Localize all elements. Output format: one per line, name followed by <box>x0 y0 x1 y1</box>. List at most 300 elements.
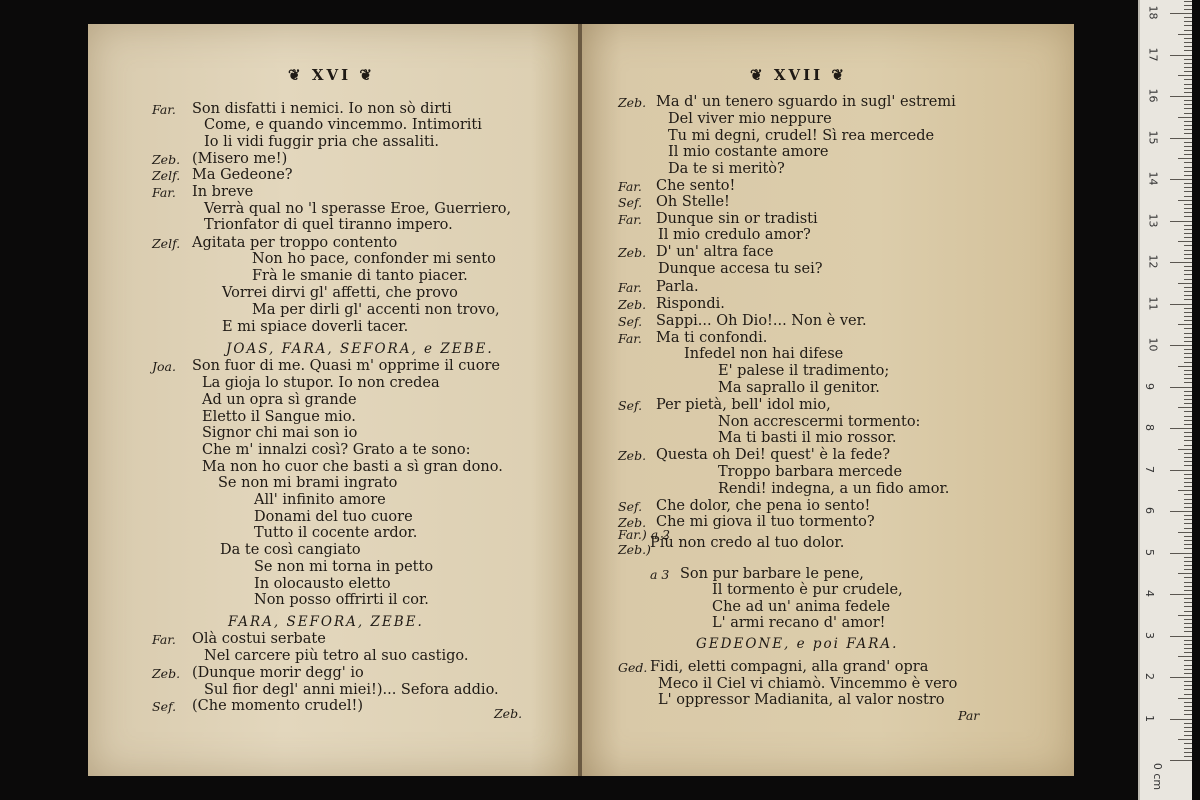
ruler-tick <box>1184 494 1192 495</box>
ruler-tick <box>1184 743 1192 744</box>
speaker-label: Sef. <box>618 499 643 514</box>
ruler-tick <box>1184 395 1192 396</box>
speaker-label: Joa. <box>152 359 176 374</box>
ruler-tick <box>1184 694 1192 695</box>
ruler-tick <box>1184 503 1192 504</box>
ruler-tick <box>1184 266 1192 267</box>
ruler-tick <box>1184 38 1192 39</box>
ruler-number: 5 <box>1143 548 1156 556</box>
ruler-tick <box>1184 465 1192 466</box>
ruler-tick <box>1184 295 1192 296</box>
verse-line: Signor chi mai son io <box>202 425 358 441</box>
verse-line: Dunque sin or tradisti <box>656 211 818 227</box>
ruler-tick <box>1184 486 1192 487</box>
ruler-tick <box>1184 21 1192 22</box>
ruler-tick <box>1184 702 1192 703</box>
ruler-tick <box>1184 598 1192 599</box>
speaker-label: Sef. <box>618 314 643 329</box>
ruler-tick <box>1170 677 1192 678</box>
verse-line: Per pietà, bell' idol mio, <box>656 397 831 413</box>
verse-line: (Misero me!) <box>192 151 288 167</box>
speaker-label: Zeb. <box>618 448 647 463</box>
verse-line: Da te così cangiato <box>220 542 361 558</box>
speaker-label: Zeb. <box>618 297 647 312</box>
ornament-icon: ❦ <box>359 66 375 84</box>
ruler-tick <box>1184 660 1192 661</box>
verse-line: D' un' altra face <box>656 244 774 260</box>
ruler-tick <box>1184 710 1192 711</box>
ruler-tick <box>1184 162 1192 163</box>
verse-line: Donami del tuo cuore <box>254 509 413 525</box>
ruler-tick <box>1184 411 1192 412</box>
verse-line: Che sento! <box>656 178 736 194</box>
verse-line: Ma ti basti il mio rossor. <box>718 430 897 446</box>
ruler-tick <box>1170 262 1192 263</box>
verse-line: L' armi recano d' amor! <box>712 615 886 631</box>
ruler-tick <box>1184 258 1192 259</box>
ruler-tick <box>1184 175 1192 176</box>
ruler-tick <box>1184 536 1192 537</box>
ruler-tick <box>1184 167 1192 168</box>
verse-line: Io li vidi fuggir pria che assaliti. <box>204 134 440 150</box>
verse-line: Troppo barbara mercede <box>718 464 903 480</box>
ruler-tick <box>1184 67 1192 68</box>
ruler-tick <box>1184 50 1192 51</box>
speaker-label: a 3 <box>650 567 670 582</box>
ruler-tick <box>1178 407 1192 408</box>
ruler-number: 7 <box>1143 465 1156 473</box>
verse-line: Olà costui serbate <box>192 631 326 647</box>
ruler-tick <box>1184 577 1192 578</box>
ruler-tick <box>1184 250 1192 251</box>
verse-line: Il tormento è pur crudele, <box>712 582 903 598</box>
ruler-tick <box>1184 129 1192 130</box>
ruler-tick <box>1184 333 1192 334</box>
verse-line: Vorrei dirvi gl' affetti, che provo <box>222 285 458 301</box>
ruler-tick <box>1184 623 1192 624</box>
ruler-number: 4 <box>1143 590 1156 597</box>
ruler-number: 11 <box>1146 296 1160 310</box>
ruler-tick <box>1184 328 1192 329</box>
ruler-unit-label: 0 cm <box>1151 762 1165 791</box>
speaker-label: Zeb.) <box>618 542 651 557</box>
ruler-tick <box>1184 528 1192 529</box>
ruler-tick <box>1184 606 1192 607</box>
ruler-tick <box>1170 387 1192 388</box>
verse-line: (Dunque morir degg' io <box>192 665 364 681</box>
scene-heading: JOAS, FARA, SEFORA, e ZEBE. <box>226 341 494 357</box>
scene-heading: FARA, SEFORA, ZEBE. <box>228 614 424 630</box>
ruler-tick <box>1184 5 1192 6</box>
ruler-tick <box>1178 739 1192 740</box>
ruler-tick <box>1184 121 1192 122</box>
ruler-tick <box>1184 270 1192 271</box>
verse-line: All' infinito amore <box>254 492 386 508</box>
ruler-tick <box>1184 113 1192 114</box>
speaker-label: Zeb. <box>618 95 647 110</box>
speaker-label: Far. <box>618 212 642 227</box>
speaker-label: Far. <box>152 632 176 647</box>
ruler-tick <box>1178 698 1192 699</box>
verse-line: Frà le smanie di tanto piacer. <box>252 268 468 284</box>
ruler-tick <box>1184 440 1192 441</box>
right-page <box>582 24 1074 776</box>
verse-line: Ma per dirli gl' accenti non trovo, <box>252 302 500 318</box>
ruler-tick <box>1170 428 1192 429</box>
ruler-tick <box>1184 30 1192 31</box>
left-page <box>88 24 580 776</box>
ruler-tick <box>1170 719 1192 720</box>
ruler-tick <box>1184 640 1192 641</box>
ornament-icon: ❦ <box>831 66 847 84</box>
ruler-tick <box>1184 291 1192 292</box>
ruler-number: 15 <box>1146 130 1160 144</box>
ruler-tick <box>1170 760 1192 761</box>
ruler-tick <box>1184 279 1192 280</box>
ruler-tick <box>1184 9 1192 10</box>
ruler-tick <box>1184 337 1192 338</box>
ruler-tick <box>1184 420 1192 421</box>
verse-line: Trionfator di quel tiranno impero. <box>204 217 453 233</box>
verse-line: Meco il Ciel vi chiamò. Vincemmo è vero <box>658 676 958 692</box>
ruler-tick <box>1178 34 1192 35</box>
ruler-tick <box>1178 656 1192 657</box>
speaker-label: Zelf. <box>152 168 181 183</box>
verse-line: Questa oh Dei! quest' è la fede? <box>656 447 891 463</box>
ruler-tick <box>1184 274 1192 275</box>
verse-line: E' palese il tradimento; <box>718 363 890 379</box>
verse-line: Ma non ho cuor che basti a sì gran dono. <box>202 459 503 475</box>
ruler-tick <box>1170 179 1192 180</box>
ruler-tick <box>1184 63 1192 64</box>
ruler-number: 13 <box>1146 213 1160 227</box>
ruler-tick <box>1184 548 1192 549</box>
ruler-number: 2 <box>1143 673 1156 680</box>
ruler-tick <box>1184 474 1192 475</box>
ruler-tick <box>1170 594 1192 595</box>
ruler-tick <box>1184 142 1192 143</box>
ruler-tick <box>1184 299 1192 300</box>
verse-line: Agitata per troppo contento <box>192 235 398 251</box>
ruler-tick <box>1178 324 1192 325</box>
ruler-tick <box>1184 92 1192 93</box>
ruler-tick <box>1184 187 1192 188</box>
ruler-tick <box>1184 229 1192 230</box>
ruler-tick <box>1184 370 1192 371</box>
verse-line: Non ho pace, confonder mi sento <box>252 251 496 267</box>
ruler-tick <box>1184 320 1192 321</box>
speaker-label: Far. <box>152 185 176 200</box>
ruler-tick <box>1184 382 1192 383</box>
ruler-tick <box>1178 366 1192 367</box>
ruler-tick <box>1184 544 1192 545</box>
verse-line: Che ad un' anima fedele <box>712 599 891 615</box>
verse-line: Eletto il Sangue mio. <box>202 409 356 425</box>
ruler-tick <box>1184 445 1192 446</box>
speaker-label: Zeb. <box>618 515 647 530</box>
ruler-tick <box>1184 349 1192 350</box>
ruler-tick <box>1184 357 1192 358</box>
ruler-tick <box>1184 237 1192 238</box>
ruler-tick <box>1184 669 1192 670</box>
ruler-tick <box>1184 42 1192 43</box>
verse-line: Che dolor, che pena io sento! <box>656 498 871 514</box>
ruler-number: 14 <box>1146 171 1160 186</box>
verse-line: (Che momento crudel!) <box>192 698 363 714</box>
verse-line: Infedel non hai difese <box>684 346 844 362</box>
ornament-icon: ❦ <box>750 66 766 84</box>
verse-line: Che mi giova il tuo tormento? <box>656 514 875 530</box>
ruler-tick <box>1184 648 1192 649</box>
ruler-tick <box>1184 561 1192 562</box>
verse-line: Ma saprallo il genitor. <box>718 380 880 396</box>
catchword: Zeb. <box>494 706 523 721</box>
ruler-tick <box>1184 71 1192 72</box>
ruler-tick <box>1178 532 1192 533</box>
ruler-tick <box>1184 523 1192 524</box>
ruler-tick <box>1184 499 1192 500</box>
speaker-label: Sef. <box>618 398 643 413</box>
ruler-tick <box>1178 449 1192 450</box>
verse-line: Nel carcere più tetro al suo castigo. <box>204 648 469 664</box>
ruler-tick <box>1184 59 1192 60</box>
ruler-tick <box>1184 735 1192 736</box>
ruler-tick <box>1184 482 1192 483</box>
speaker-label: Zeb. <box>152 152 181 167</box>
verse-line: La gioja lo stupor. Io non credea <box>202 375 440 391</box>
speaker-label: Far.) a 2 <box>618 527 671 542</box>
ruler-tick <box>1184 457 1192 458</box>
verse-line: Son disfatti i nemici. Io non sò dirti <box>192 101 452 117</box>
verse-line: Tu mi degni, crudel! Sì rea mercede <box>668 128 935 144</box>
ruler-number: 16 <box>1146 88 1160 103</box>
ruler-tick <box>1184 374 1192 375</box>
speaker-label: Far. <box>152 102 176 117</box>
ruler-tick <box>1170 13 1192 14</box>
ruler-tick <box>1184 378 1192 379</box>
ruler-tick <box>1184 714 1192 715</box>
ruler-tick <box>1170 636 1192 637</box>
ruler-tick <box>1184 125 1192 126</box>
ruler-tick <box>1184 619 1192 620</box>
verse-line: Il mio costante amore <box>668 144 829 160</box>
verse-line: Se non mi torna in petto <box>254 559 434 575</box>
ruler-tick <box>1178 117 1192 118</box>
verse-line: Sappi... Oh Dio!... Non è ver. <box>656 313 867 329</box>
ruler-tick <box>1184 308 1192 309</box>
ruler-tick <box>1184 171 1192 172</box>
verse-line: Non accrescermi tormento: <box>718 414 921 430</box>
verse-line: Oh Stelle! <box>656 194 730 210</box>
ruler-tick <box>1184 748 1192 749</box>
ruler-tick <box>1184 108 1192 109</box>
ruler-tick <box>1184 569 1192 570</box>
ruler-tick <box>1184 254 1192 255</box>
ruler-tick <box>1184 602 1192 603</box>
ruler-tick <box>1184 611 1192 612</box>
ruler-tick <box>1184 104 1192 105</box>
verse-line: E mi spiace doverli tacer. <box>222 319 409 335</box>
ruler-tick <box>1184 727 1192 728</box>
speaker-label: Sef. <box>152 699 177 714</box>
ruler-tick <box>1184 362 1192 363</box>
ruler-tick <box>1184 225 1192 226</box>
speaker-label: Zeb. <box>618 245 647 260</box>
verse-line: Son pur barbare le pene, <box>680 566 864 582</box>
ruler-tick <box>1184 353 1192 354</box>
verse-line: In breve <box>192 184 254 200</box>
verse-line: Se non mi brami ingrato <box>218 475 398 491</box>
ruler-tick <box>1184 17 1192 18</box>
ruler-tick <box>1184 341 1192 342</box>
speaker-label: Far. <box>618 280 642 295</box>
ruler-tick <box>1184 183 1192 184</box>
speaker-label: Sef. <box>618 195 643 210</box>
ruler-tick <box>1170 345 1192 346</box>
ruler-number: 18 <box>1146 5 1160 20</box>
page-number: XVI <box>311 66 352 84</box>
verse-line: Come, e quando vincemmo. Intimoriti <box>204 117 482 133</box>
verse-line: Ma d' un tenero sguardo in sugl' estremi <box>656 94 956 110</box>
speaker-label: Zeb. <box>152 666 181 681</box>
ruler-number: 3 <box>1143 631 1156 639</box>
verse-line: Sul fior degl' anni miei!)... Sefora addio. <box>204 682 499 698</box>
ruler-tick <box>1184 391 1192 392</box>
verse-line: Rendi! indegna, a un fido amor. <box>718 481 950 497</box>
ruler-tick <box>1170 511 1192 512</box>
speaker-label: Ged. <box>618 660 648 675</box>
verse-line: Son fuor di me. Quasi m' opprime il cuore <box>192 358 500 374</box>
ruler-tick <box>1184 154 1192 155</box>
ruler-number: 9 <box>1143 382 1156 390</box>
ruler-tick <box>1184 565 1192 566</box>
ruler-tick <box>1184 631 1192 632</box>
ruler-tick <box>1184 665 1192 666</box>
verse-line: Ma Gedeone? <box>192 167 293 183</box>
ruler-tick <box>1178 490 1192 491</box>
ruler-number: 8 <box>1143 424 1156 431</box>
ruler-number: 6 <box>1143 507 1156 514</box>
verse-line: Non posso offrirti il cor. <box>254 592 429 608</box>
ruler-tick <box>1184 519 1192 520</box>
ruler-tick <box>1184 84 1192 85</box>
ruler-tick <box>1184 756 1192 757</box>
ruler-tick <box>1178 615 1192 616</box>
ruler-tick <box>1184 216 1192 217</box>
measuring-ruler <box>1138 0 1192 800</box>
ruler-tick <box>1184 685 1192 686</box>
page-number: XVII <box>773 66 824 84</box>
ruler-tick <box>1184 627 1192 628</box>
ruler-tick <box>1184 150 1192 151</box>
scene-heading: GEDEONE, e poi FARA. <box>696 636 899 652</box>
ruler-tick <box>1184 507 1192 508</box>
ruler-tick <box>1184 540 1192 541</box>
ruler-tick <box>1184 79 1192 80</box>
ruler-tick <box>1170 470 1192 471</box>
ruler-tick <box>1184 723 1192 724</box>
ruler-tick <box>1184 208 1192 209</box>
verse-line: Più non credo al tuo dolor. <box>650 535 845 551</box>
verse-line: Che m' innalzi così? Grato a te sono: <box>202 442 471 458</box>
ruler-tick <box>1178 241 1192 242</box>
verse-line: Dunque accesa tu sei? <box>658 261 823 277</box>
ruler-tick <box>1184 204 1192 205</box>
verse-line: Fidi, eletti compagni, alla grand' opra <box>650 659 929 675</box>
page-number-header <box>750 66 847 84</box>
ruler-tick <box>1170 96 1192 97</box>
ruler-tick <box>1184 424 1192 425</box>
verse-line: Da te si meritò? <box>668 161 785 177</box>
speaker-label: Far. <box>618 179 642 194</box>
ruler-tick <box>1184 436 1192 437</box>
ruler-tick <box>1184 133 1192 134</box>
ruler-tick <box>1184 287 1192 288</box>
speaker-label: Far. <box>618 331 642 346</box>
ruler-tick <box>1184 316 1192 317</box>
ruler-tick <box>1170 304 1192 305</box>
ruler-tick <box>1184 557 1192 558</box>
ruler-tick <box>1184 196 1192 197</box>
ruler-tick <box>1184 403 1192 404</box>
ruler-number: 17 <box>1146 47 1160 61</box>
ruler-tick <box>1184 146 1192 147</box>
ruler-tick <box>1184 46 1192 47</box>
ruler-tick <box>1184 212 1192 213</box>
ruler-tick <box>1184 461 1192 462</box>
ruler-tick <box>1184 644 1192 645</box>
verse-line: Rispondi. <box>656 296 725 312</box>
verse-line: Il mio credulo amor? <box>658 227 811 243</box>
ruler-tick <box>1184 233 1192 234</box>
ruler-tick <box>1184 416 1192 417</box>
ruler-tick <box>1184 88 1192 89</box>
ruler-tick <box>1170 553 1192 554</box>
verse-line: In olocausto eletto <box>254 576 391 592</box>
ruler-tick <box>1178 200 1192 201</box>
ruler-tick <box>1170 221 1192 222</box>
ruler-tick <box>1184 25 1192 26</box>
ruler-tick <box>1184 586 1192 587</box>
ruler-tick <box>1184 652 1192 653</box>
catchword: Par <box>958 708 980 723</box>
ruler-number: 12 <box>1146 254 1160 269</box>
ruler-number: 1 <box>1143 714 1156 722</box>
ruler-tick <box>1178 573 1192 574</box>
ruler-tick <box>1178 75 1192 76</box>
ruler-tick <box>1184 731 1192 732</box>
ruler-tick <box>1184 1 1192 2</box>
ruler-tick <box>1184 582 1192 583</box>
ruler-tick <box>1184 478 1192 479</box>
ruler-number: 10 <box>1146 337 1160 352</box>
ruler-tick <box>1184 515 1192 516</box>
ruler-tick <box>1184 399 1192 400</box>
verse-line: L' oppressor Madianita, al valor nostro <box>658 692 945 708</box>
ruler-tick <box>1184 673 1192 674</box>
ruler-tick <box>1184 100 1192 101</box>
ruler-tick <box>1184 590 1192 591</box>
ruler-tick <box>1184 706 1192 707</box>
verse-line: Tutto il cocente ardor. <box>254 525 418 541</box>
verse-line: Del viver mio neppure <box>668 111 832 127</box>
ruler-tick <box>1184 191 1192 192</box>
ruler-tick <box>1178 158 1192 159</box>
ruler-tick <box>1184 689 1192 690</box>
verse-line: Verrà qual no 'l sperasse Eroe, Guerriero, <box>204 201 512 217</box>
ruler-tick <box>1170 55 1192 56</box>
ruler-tick <box>1184 245 1192 246</box>
